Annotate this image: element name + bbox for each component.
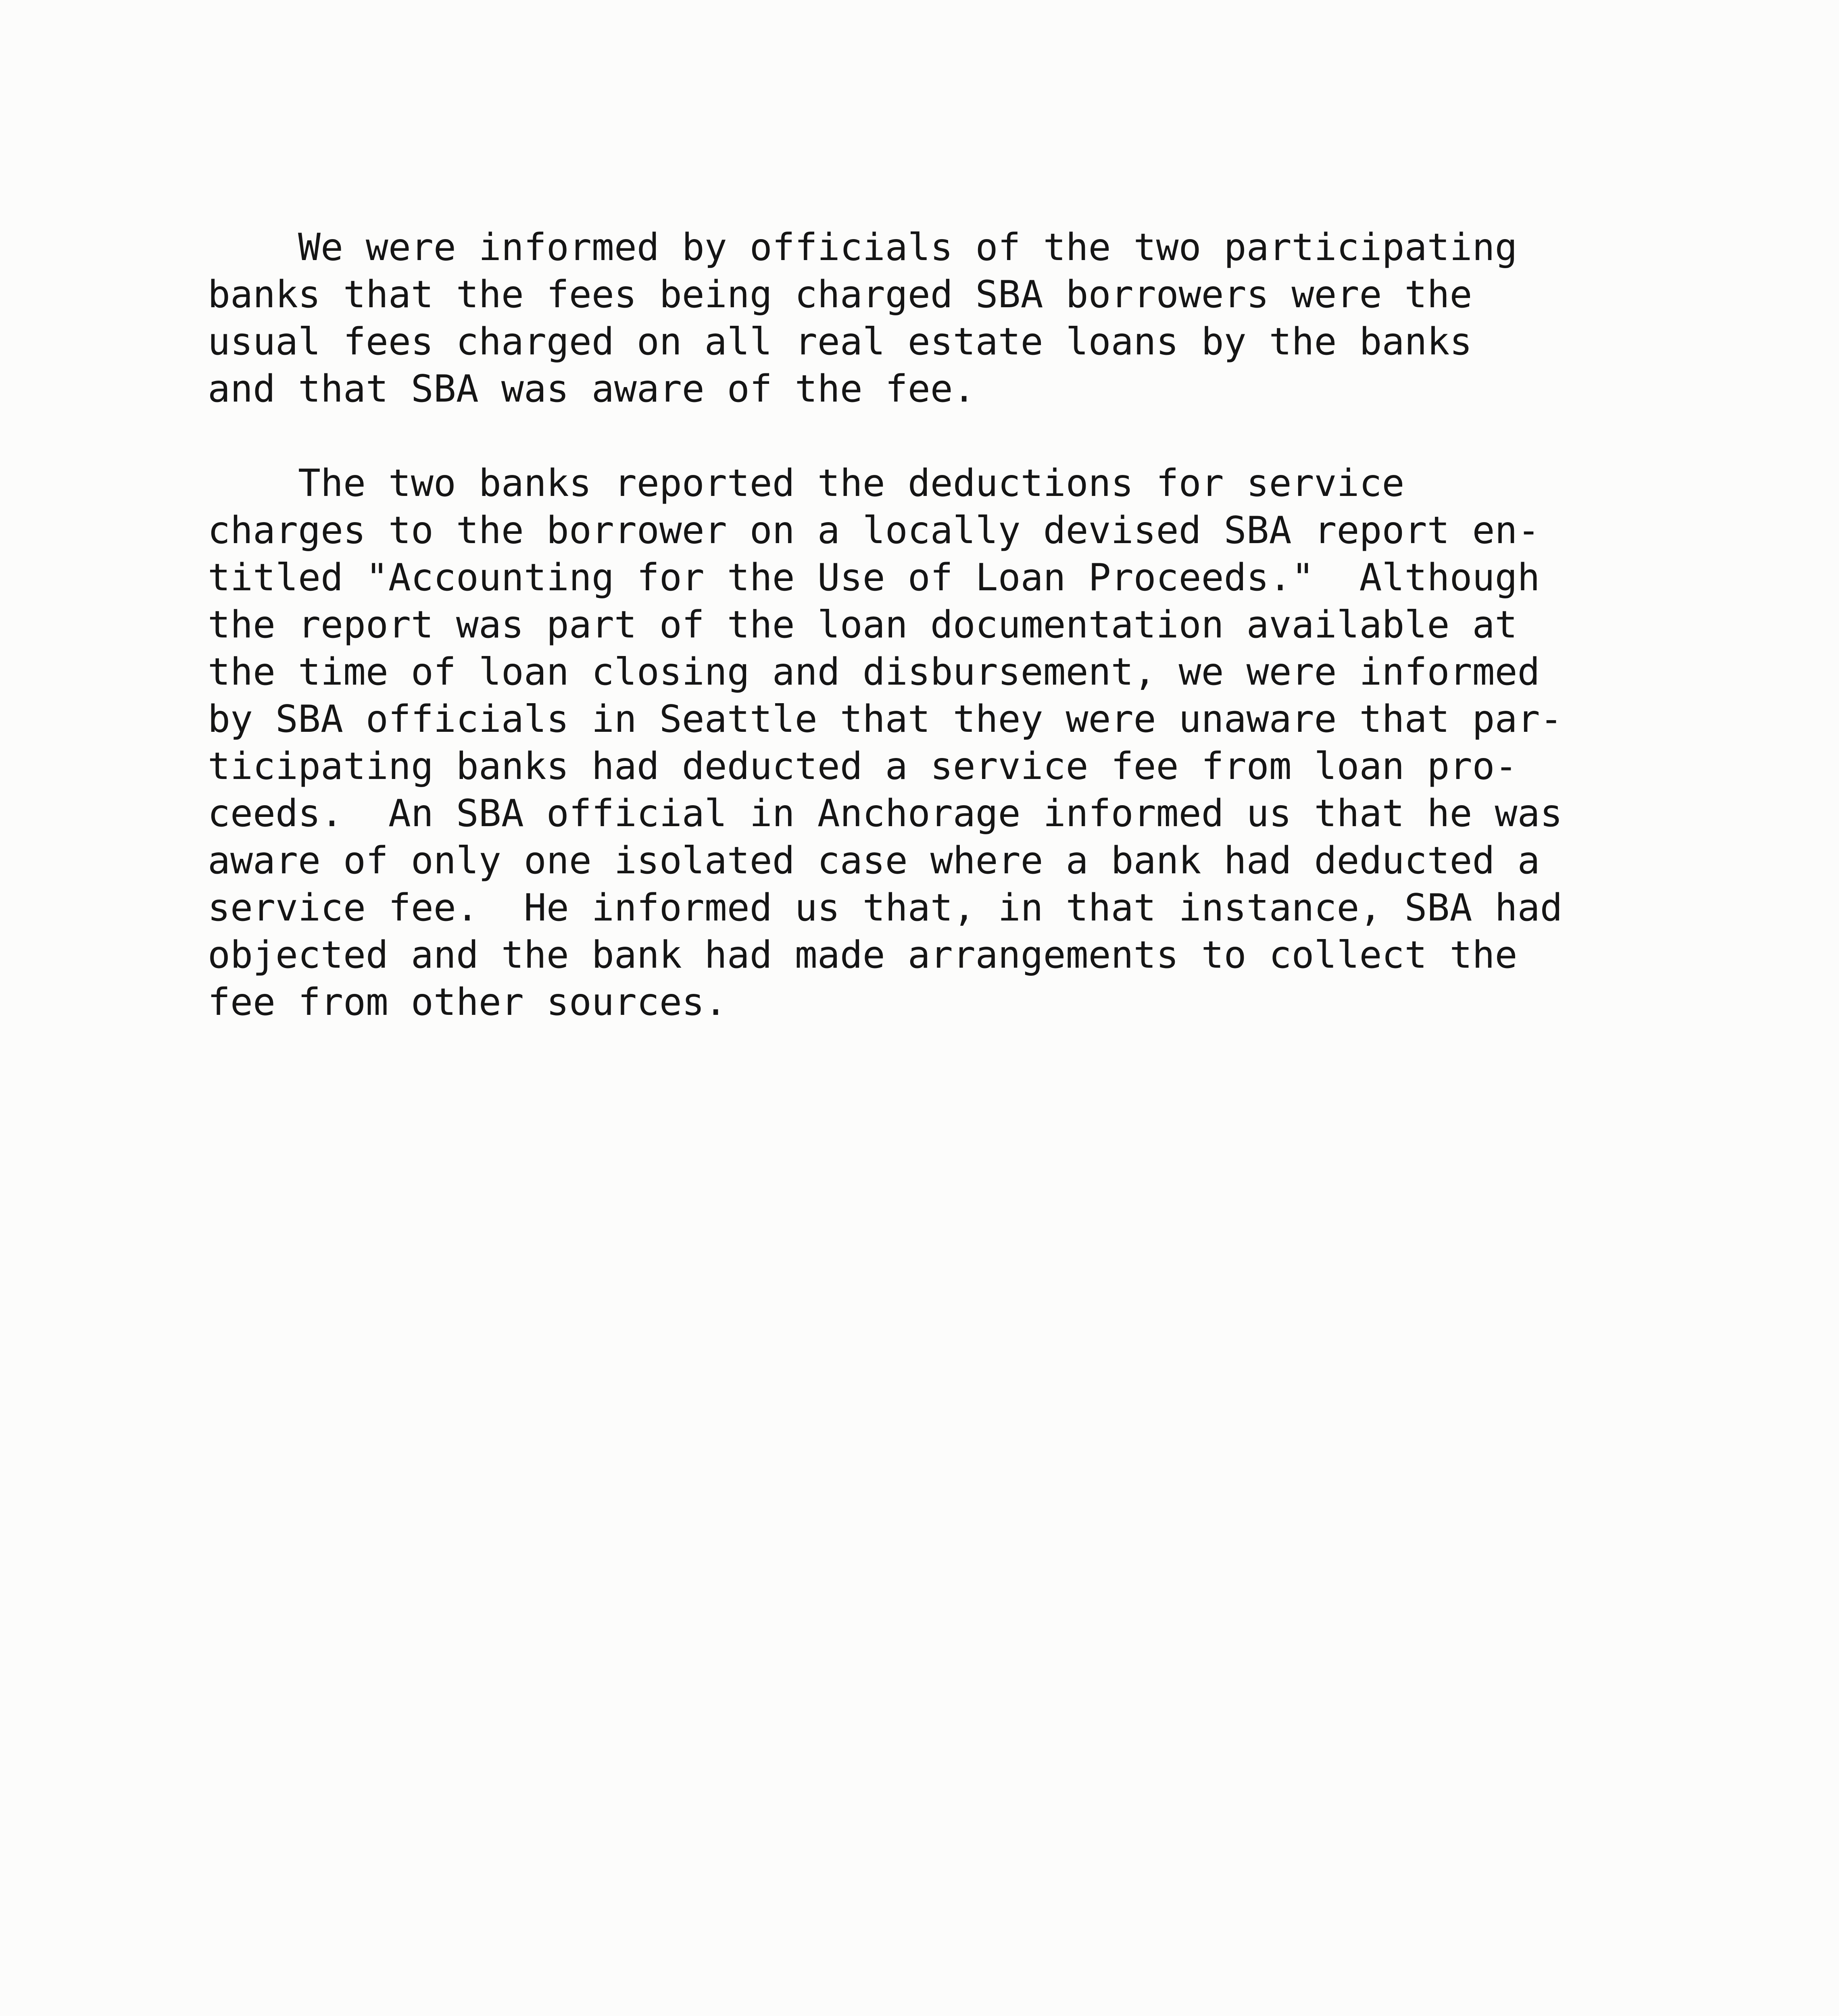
text-line: aware of only one isolated case where a bank had deducted a	[208, 839, 1540, 882]
paragraph-spacer	[208, 412, 1668, 460]
text-line: charges to the borrower on a locally devised SBA report en-	[208, 508, 1540, 552]
text-line: and that SBA was aware of the fee.	[208, 367, 976, 410]
paragraph-2	[208, 460, 1668, 1026]
text-line: titled "Accounting for the Use of Loan Proceeds." Although	[208, 556, 1540, 599]
text-line: We were informed by officials of the two participating	[208, 225, 1518, 269]
body-text	[208, 224, 1668, 1026]
text-line: service fee. He informed us that, in that instance, SBA had	[208, 886, 1563, 929]
text-line: ceeds. An SBA official in Anchorage informed us that he was	[208, 791, 1563, 835]
paragraph-1	[208, 224, 1668, 412]
text-line: the report was part of the loan documentation available at	[208, 603, 1518, 646]
text-line: fee from other sources.	[208, 980, 727, 1024]
text-line: the time of loan closing and disbursement, we were informed	[208, 650, 1540, 694]
text-line: The two banks reported the deductions for service	[208, 461, 1405, 505]
text-line: by SBA officials in Seattle that they were unaware that par-	[208, 697, 1563, 741]
text-line: objected and the bank had made arrangements to collect the	[208, 933, 1518, 977]
text-line: banks that the fees being charged SBA borrowers were the	[208, 273, 1472, 316]
text-line: usual fees charged on all real estate loans by the banks	[208, 320, 1472, 363]
text-line: ticipating banks had deducted a service fee from loan pro-	[208, 744, 1518, 788]
